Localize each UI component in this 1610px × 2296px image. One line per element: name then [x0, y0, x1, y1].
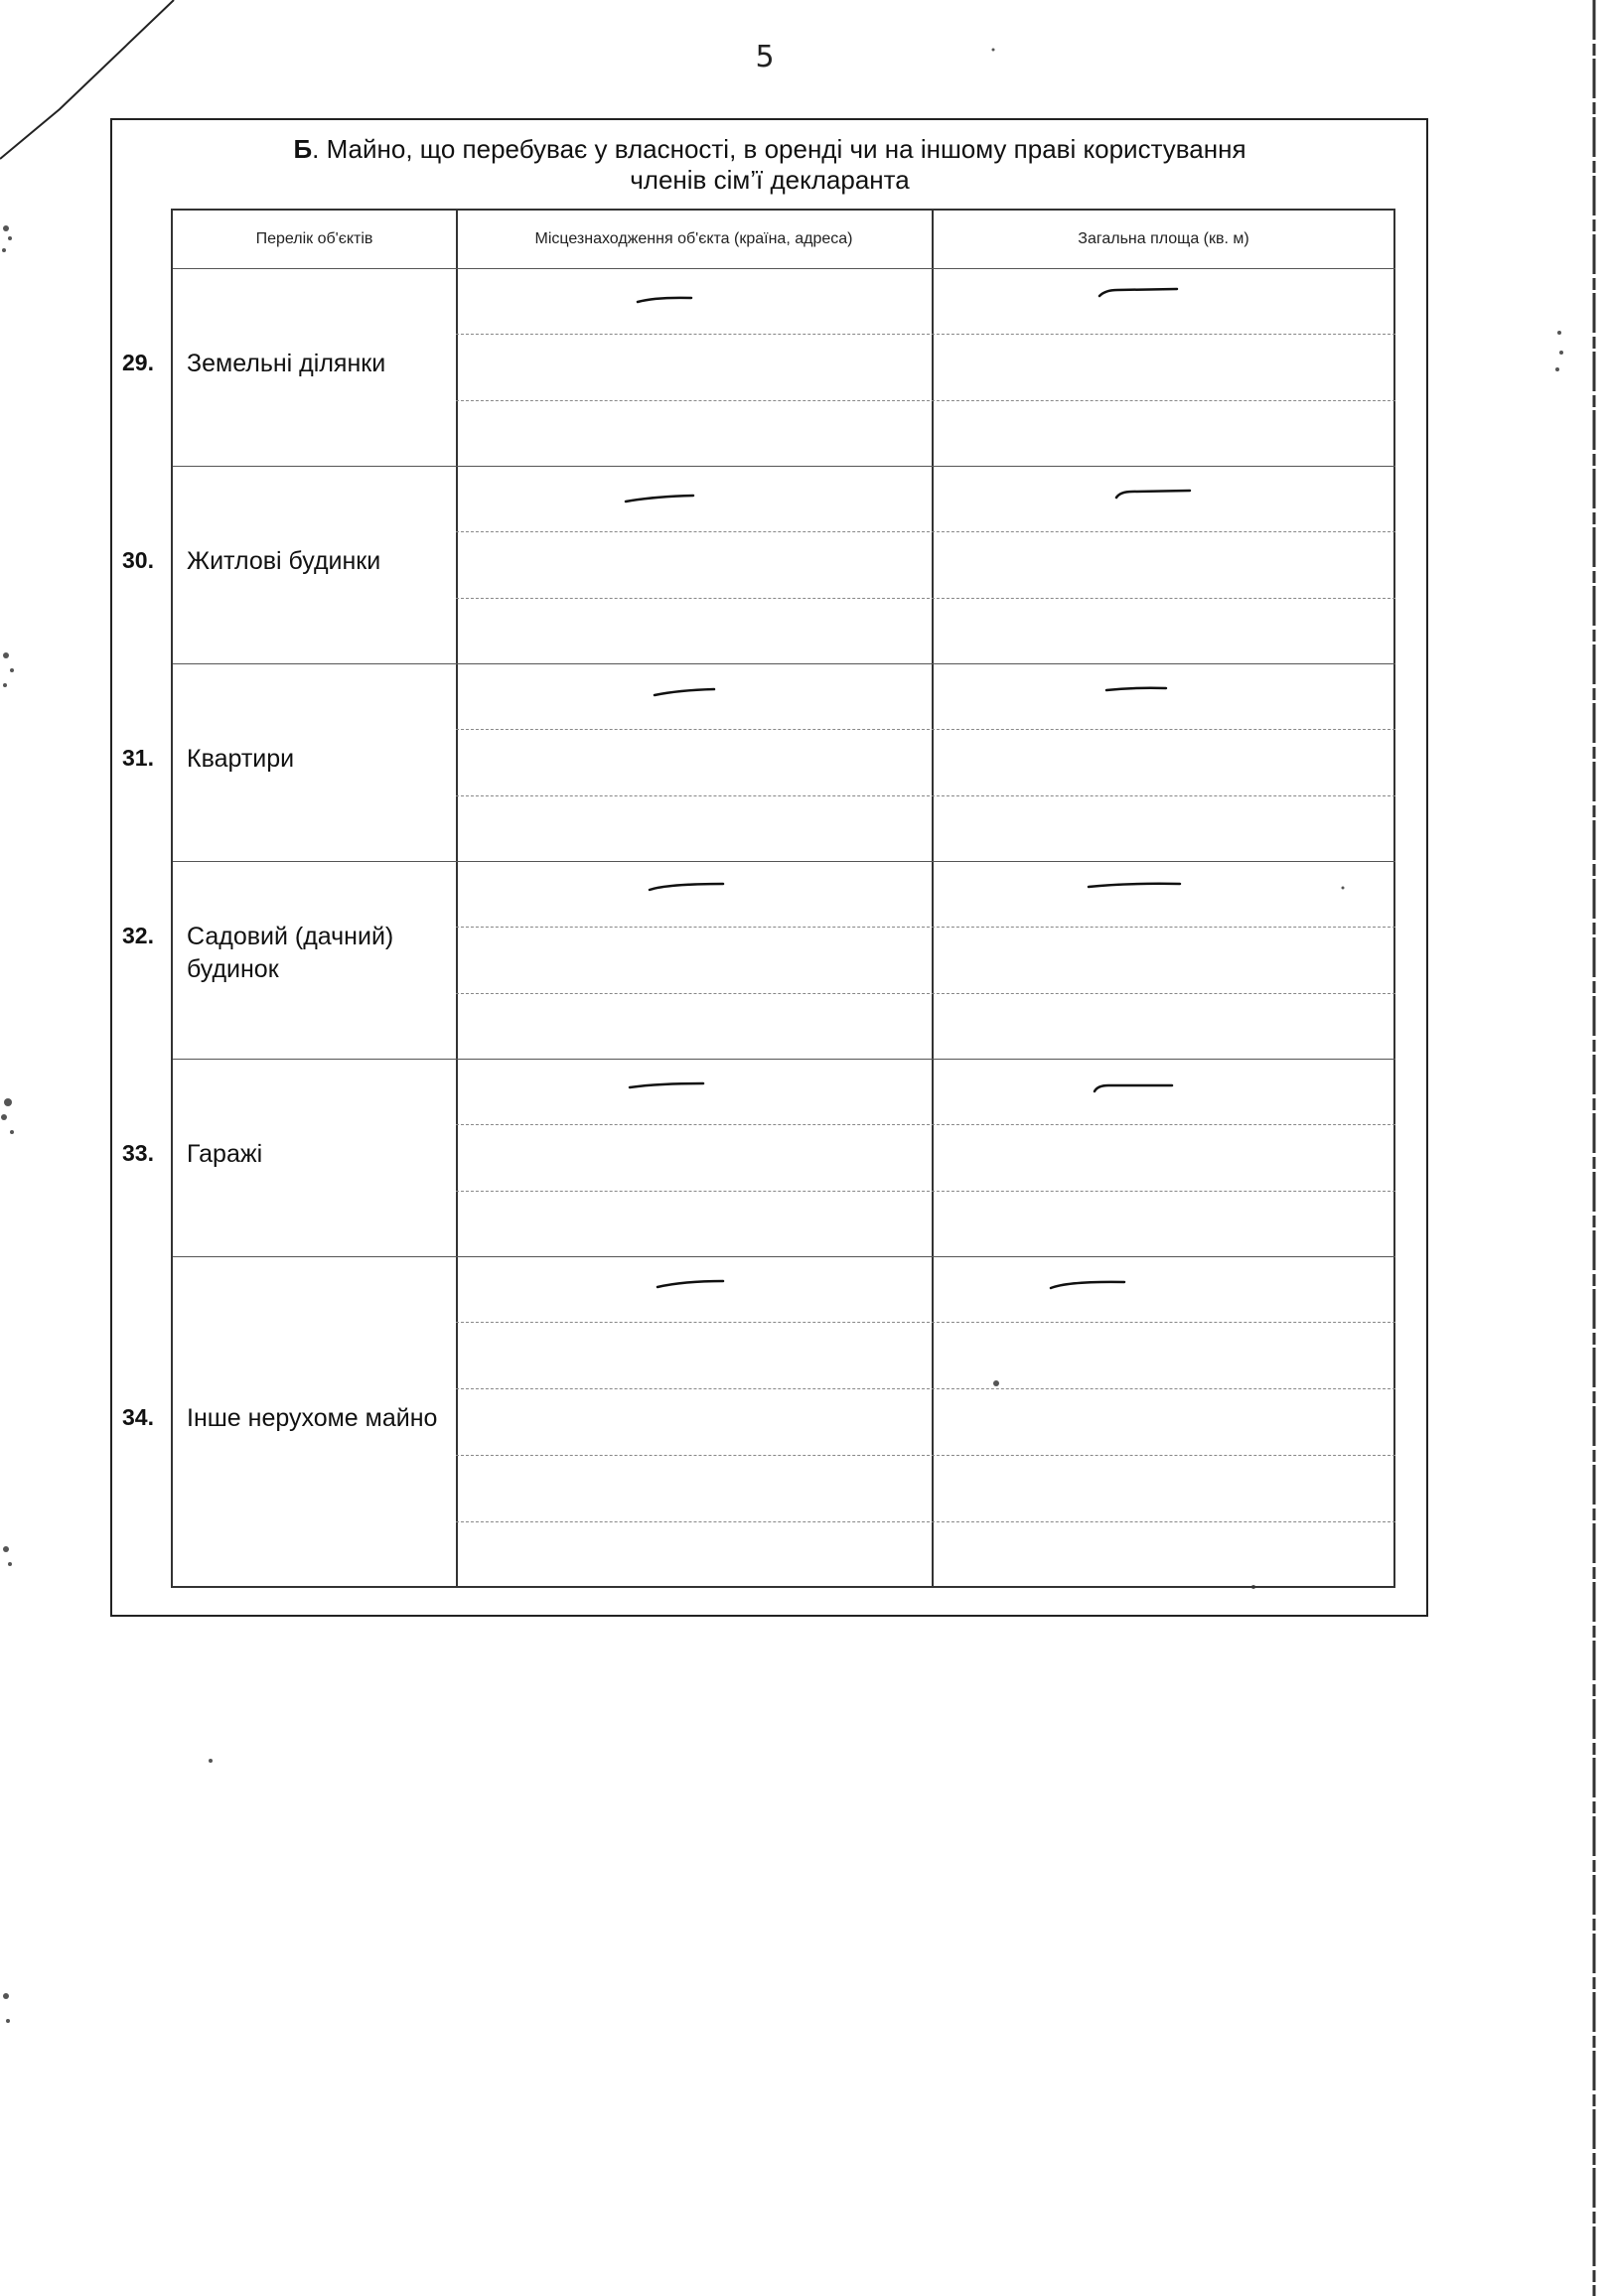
- sub-row-line: [456, 1455, 1395, 1456]
- row-label-land: Земельні ділянки: [187, 350, 386, 377]
- column-divider: [456, 211, 458, 1586]
- handwritten-dash-mark: [628, 1078, 705, 1092]
- column-header-location: Місцезнаходження об'єкта (країна, адреса): [534, 230, 853, 247]
- property-table: [171, 209, 1395, 1588]
- row-label-garden-house: Садовий (дачний) будинок: [187, 923, 394, 983]
- row-number: 29.: [122, 350, 154, 375]
- handwritten-dash-mark: [1087, 878, 1182, 892]
- section-letter: Б: [293, 134, 313, 164]
- sub-row-line: [456, 993, 1395, 994]
- handwritten-dash-mark: [636, 293, 695, 307]
- row-divider: [173, 861, 1395, 862]
- sub-row-line: [456, 400, 1395, 401]
- row-label-other-property: Інше нерухоме майно: [187, 1404, 438, 1432]
- sub-row-line: [456, 1191, 1395, 1192]
- column-header-area: Загальна площа (кв. м): [1078, 230, 1249, 247]
- row-label-garages: Гаражі: [187, 1140, 263, 1168]
- sub-row-line: [456, 795, 1395, 796]
- row-number: 34.: [122, 1404, 154, 1430]
- handwritten-dash-mark: [1093, 1080, 1174, 1094]
- row-divider: [173, 466, 1395, 467]
- column-header-objects: Перелік об'єктів: [255, 230, 373, 247]
- section-title-line2: членів сім’ї декларанта: [630, 165, 910, 195]
- sub-row-line: [456, 1322, 1395, 1323]
- column-divider: [932, 211, 934, 1586]
- sub-row-line: [456, 1521, 1395, 1522]
- row-number: 31.: [122, 745, 154, 771]
- row-divider: [173, 1059, 1395, 1060]
- handwritten-dash-mark: [1098, 286, 1179, 300]
- scan-right-edge: [1587, 0, 1601, 2296]
- header-divider: [173, 268, 1395, 269]
- sub-row-line: [456, 729, 1395, 730]
- section-title-line1: [139, 134, 1400, 165]
- row-number: 30.: [122, 547, 154, 573]
- handwritten-dash-mark: [1114, 487, 1192, 501]
- row-label-houses: Житлові будинки: [187, 547, 381, 575]
- row-divider: [173, 1256, 1395, 1257]
- sub-row-line: [456, 927, 1395, 928]
- sub-row-line: [456, 334, 1395, 335]
- handwritten-dash-mark: [1049, 1277, 1126, 1291]
- row-number: 32.: [122, 923, 154, 948]
- page-number: 5: [755, 40, 775, 74]
- handwritten-dash-mark: [656, 1277, 725, 1291]
- handwritten-dash-mark: [624, 492, 695, 505]
- sub-row-line: [456, 1388, 1395, 1389]
- handwritten-dash-mark: [653, 685, 716, 699]
- handwritten-dash-mark: [648, 880, 725, 894]
- handwritten-dash-mark: [1104, 682, 1168, 696]
- sub-row-line: [456, 1124, 1395, 1125]
- row-label-apartments: Квартири: [187, 745, 295, 773]
- sub-row-line: [456, 598, 1395, 599]
- row-divider: [173, 663, 1395, 664]
- section-title: [139, 134, 1400, 196]
- sub-row-line: [456, 531, 1395, 532]
- section-title-text: . Майно, що перебуває у власності, в оренді чи на іншому праві користування: [312, 134, 1246, 164]
- row-number: 33.: [122, 1140, 154, 1166]
